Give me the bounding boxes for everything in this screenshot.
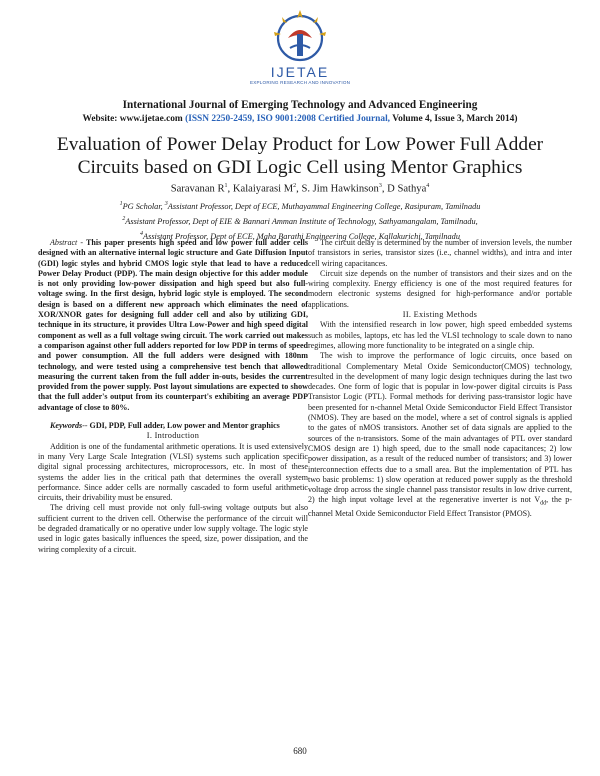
affil-2-text: Assistant Professor, Dept of EIE & Bannari Amman Institute of Technology, Sathyamangalam, Tamilnadu, xyxy=(125,216,478,226)
paper-title xyxy=(40,133,560,179)
title-line-2: Circuits based on GDI Logic Cell using Mentor Graphics xyxy=(77,157,523,178)
author-1-sup: 1 xyxy=(224,183,228,189)
intro-paragraph-2: The driving cell must provide not only full-swing voltage outputs but also sufficient current to the driven cell. Otherwise the performance of the circuit will be degraded dramatically or no operative under low supply voltage. The logic style used in logic gates basically influences the speed, size, power dissipation, and the wiring complexity of a circuit. xyxy=(38,503,308,554)
logo-tagline: EXPLORING RESEARCH AND INNOVATION xyxy=(250,80,351,85)
keywords xyxy=(38,421,308,431)
affiliations xyxy=(60,198,540,242)
author-2-sup: 2 xyxy=(293,183,297,189)
right-paragraph-4 xyxy=(308,351,572,519)
right-column xyxy=(308,238,572,520)
keywords-text: GDI, PDP, Full adder, Low power and Mentor graphics xyxy=(87,421,280,431)
affiliation-line-1 xyxy=(60,198,540,213)
right-paragraph-1: The circuit delay is determined by the number of inversion levels, the number of transistors in series, transistor sizes (i.e., channel widths), and intra and inter cell wiring capacitances. xyxy=(308,238,572,268)
abstract xyxy=(38,238,308,413)
author-4: D Sathya xyxy=(387,183,427,195)
abstract-text: This paper presents high speed and low power full adder cells designed with an alternative internal logic structure and Gate Diffusion Input (GDI) logic styles and hybrid CMOS logic style that lead to have a reduced Power Delay Product (PDP). The main design objective for this adder module is not only providing low-power dissipation and high speed but also full-voltage swing. In the first design, hybrid logic style is employed. The second design is based on a different new approach which eliminates the need of XOR/XNOR gates for designing full adder cell and also by utilizing GDI, technique in its structure, it provides Ultra Low-Power and high speed digital component as well as a full voltage swing circuit. The work carried out makes a comparison against other full adders reported for low PDP in terms of speed and power consumption. All the full adders were designed with 180nm technology, and were tested using a comprehensive test bench that allowed measuring the current taken from the full adder in-outs, besides the current provided from the power supply. Post layout simulations are expected to show that the full adder's output from its counterpart's exhibiting an average PDP advantage of close to 80%. xyxy=(38,238,308,412)
affil-1-text: PG Scholar, xyxy=(122,201,163,211)
affiliation-line-2 xyxy=(60,213,540,228)
intro-paragraph-1: Addition is one of the fundamental arithmetic operations. It is used extensively in many Very Large Scale Integration (VLSI) systems such application specific digital signal processing architectures, microprocessors, etc. In most of these systems the adder lies in the critical path that determines the overall system performance. Since adder cells are normally cascaded to form useful arithmetic circuits, their drivability must be ensured. xyxy=(38,441,308,503)
author-3-sup: 3 xyxy=(378,183,382,189)
logo-brand: IJETAE xyxy=(270,64,330,80)
author-list: Saravanan $R^1$, Kalaiyarasi $M^2$, S. Jim Hawkinson$^3$, D Sathya$^4$ xyxy=(170,183,430,195)
volume-info: Volume 4, Issue 3, March 2014) xyxy=(392,114,518,124)
title-line-1: Evaluation of Power Delay Product for Low Power Full Adder xyxy=(56,134,544,155)
section-heading-existing-methods: II. Existing Methods xyxy=(402,310,478,320)
ijetae-emblem-icon xyxy=(268,8,332,66)
keywords-label: Keywords-- xyxy=(50,421,88,431)
author-3: S. Jim Hawkinson xyxy=(301,183,379,195)
affil-3-text: Assistant Professor, Dept of ECE, Muthayammal Engineering College, Rasipuram, Tamilnadu xyxy=(167,201,481,211)
issn-info: (ISSN 2250-2459, ISO 9001:2008 Certified Journal, xyxy=(185,114,391,124)
right-paragraph-3: With the intensified research in low power, high speed embedded systems such as mobiles, laptops, etc has led the VLSI technology to scale down to nano regimes, allowing more functionality to be integrated on a single chip. xyxy=(308,320,572,350)
right-paragraph-2: Circuit size depends on the number of transistors and their sizes and on the wiring complexity. Energy efficiency is one of the most required features for modern electronic systems designed for high-performance and/or portable applications. xyxy=(308,268,572,309)
author-1: Saravanan R xyxy=(170,183,225,195)
affil-4-text: Assistant Professor, Dept of ECE, Maha Barathi Engineering College, Kallakurichi, Tamilnadu xyxy=(143,231,460,241)
affil-4-sup: 4 xyxy=(140,230,144,237)
journal-name: International Journal of Emerging Technology and Advanced Engineering xyxy=(122,99,478,111)
journal-logo xyxy=(250,8,350,94)
website-label[interactable]: Website: www.ijetae.com xyxy=(82,114,183,124)
journal-website-line xyxy=(0,114,600,124)
section-heading-introduction: I. Introduction xyxy=(146,431,200,441)
p4-text: The wish to improve the performance of logic circuits, once based on traditional Complementary Metal Oxide Semiconductor(CMOS) technology, resulted in the development of many logic design techniques during the last two decades. One form of logic that is popular in low-power digital circuits is Pass Transistor Logic (PTL). Formal methods for deriving pass-transistor logic have been presented for n-channel Metal Oxide Semiconductor Field Effect Transistor (NMOS). They are based on the model, where a set of control signals is applied to the gates of nMOS transistors. Another set of data signals are applied to the sources of the n-transistors. Some of the main advantages of PTL over standard CMOS design are 1) high speed, due to the small node capacitances; 2) low power dissipation, as a result of the reduced number of transistors; and 3) lower interconnection effects due to a small area. But the implementation of PTL has two basic problems: 1) slow operation at reduced power supply as the threshold voltage drop across the single channel pass transistor results in low drive current, 2) the high input voltage level at the regenerative inverter is not V xyxy=(308,351,572,505)
affil-1-sup: 1 xyxy=(119,201,123,207)
left-column xyxy=(38,238,308,555)
p4-tail: , the p-channel Metal Oxide Semiconductor Field Effect Transistor (PMOS). xyxy=(308,495,572,519)
abstract-label: Abstract - xyxy=(50,238,84,247)
page-number: 680 xyxy=(293,746,307,756)
author-4-sup: 4 xyxy=(426,183,430,189)
author-2: Kalaiyarasi M xyxy=(232,183,294,195)
affil-3-sup: 3 xyxy=(164,201,168,207)
affil-2-sup: 2 xyxy=(122,215,126,222)
p4-subscript: dd xyxy=(540,501,547,508)
